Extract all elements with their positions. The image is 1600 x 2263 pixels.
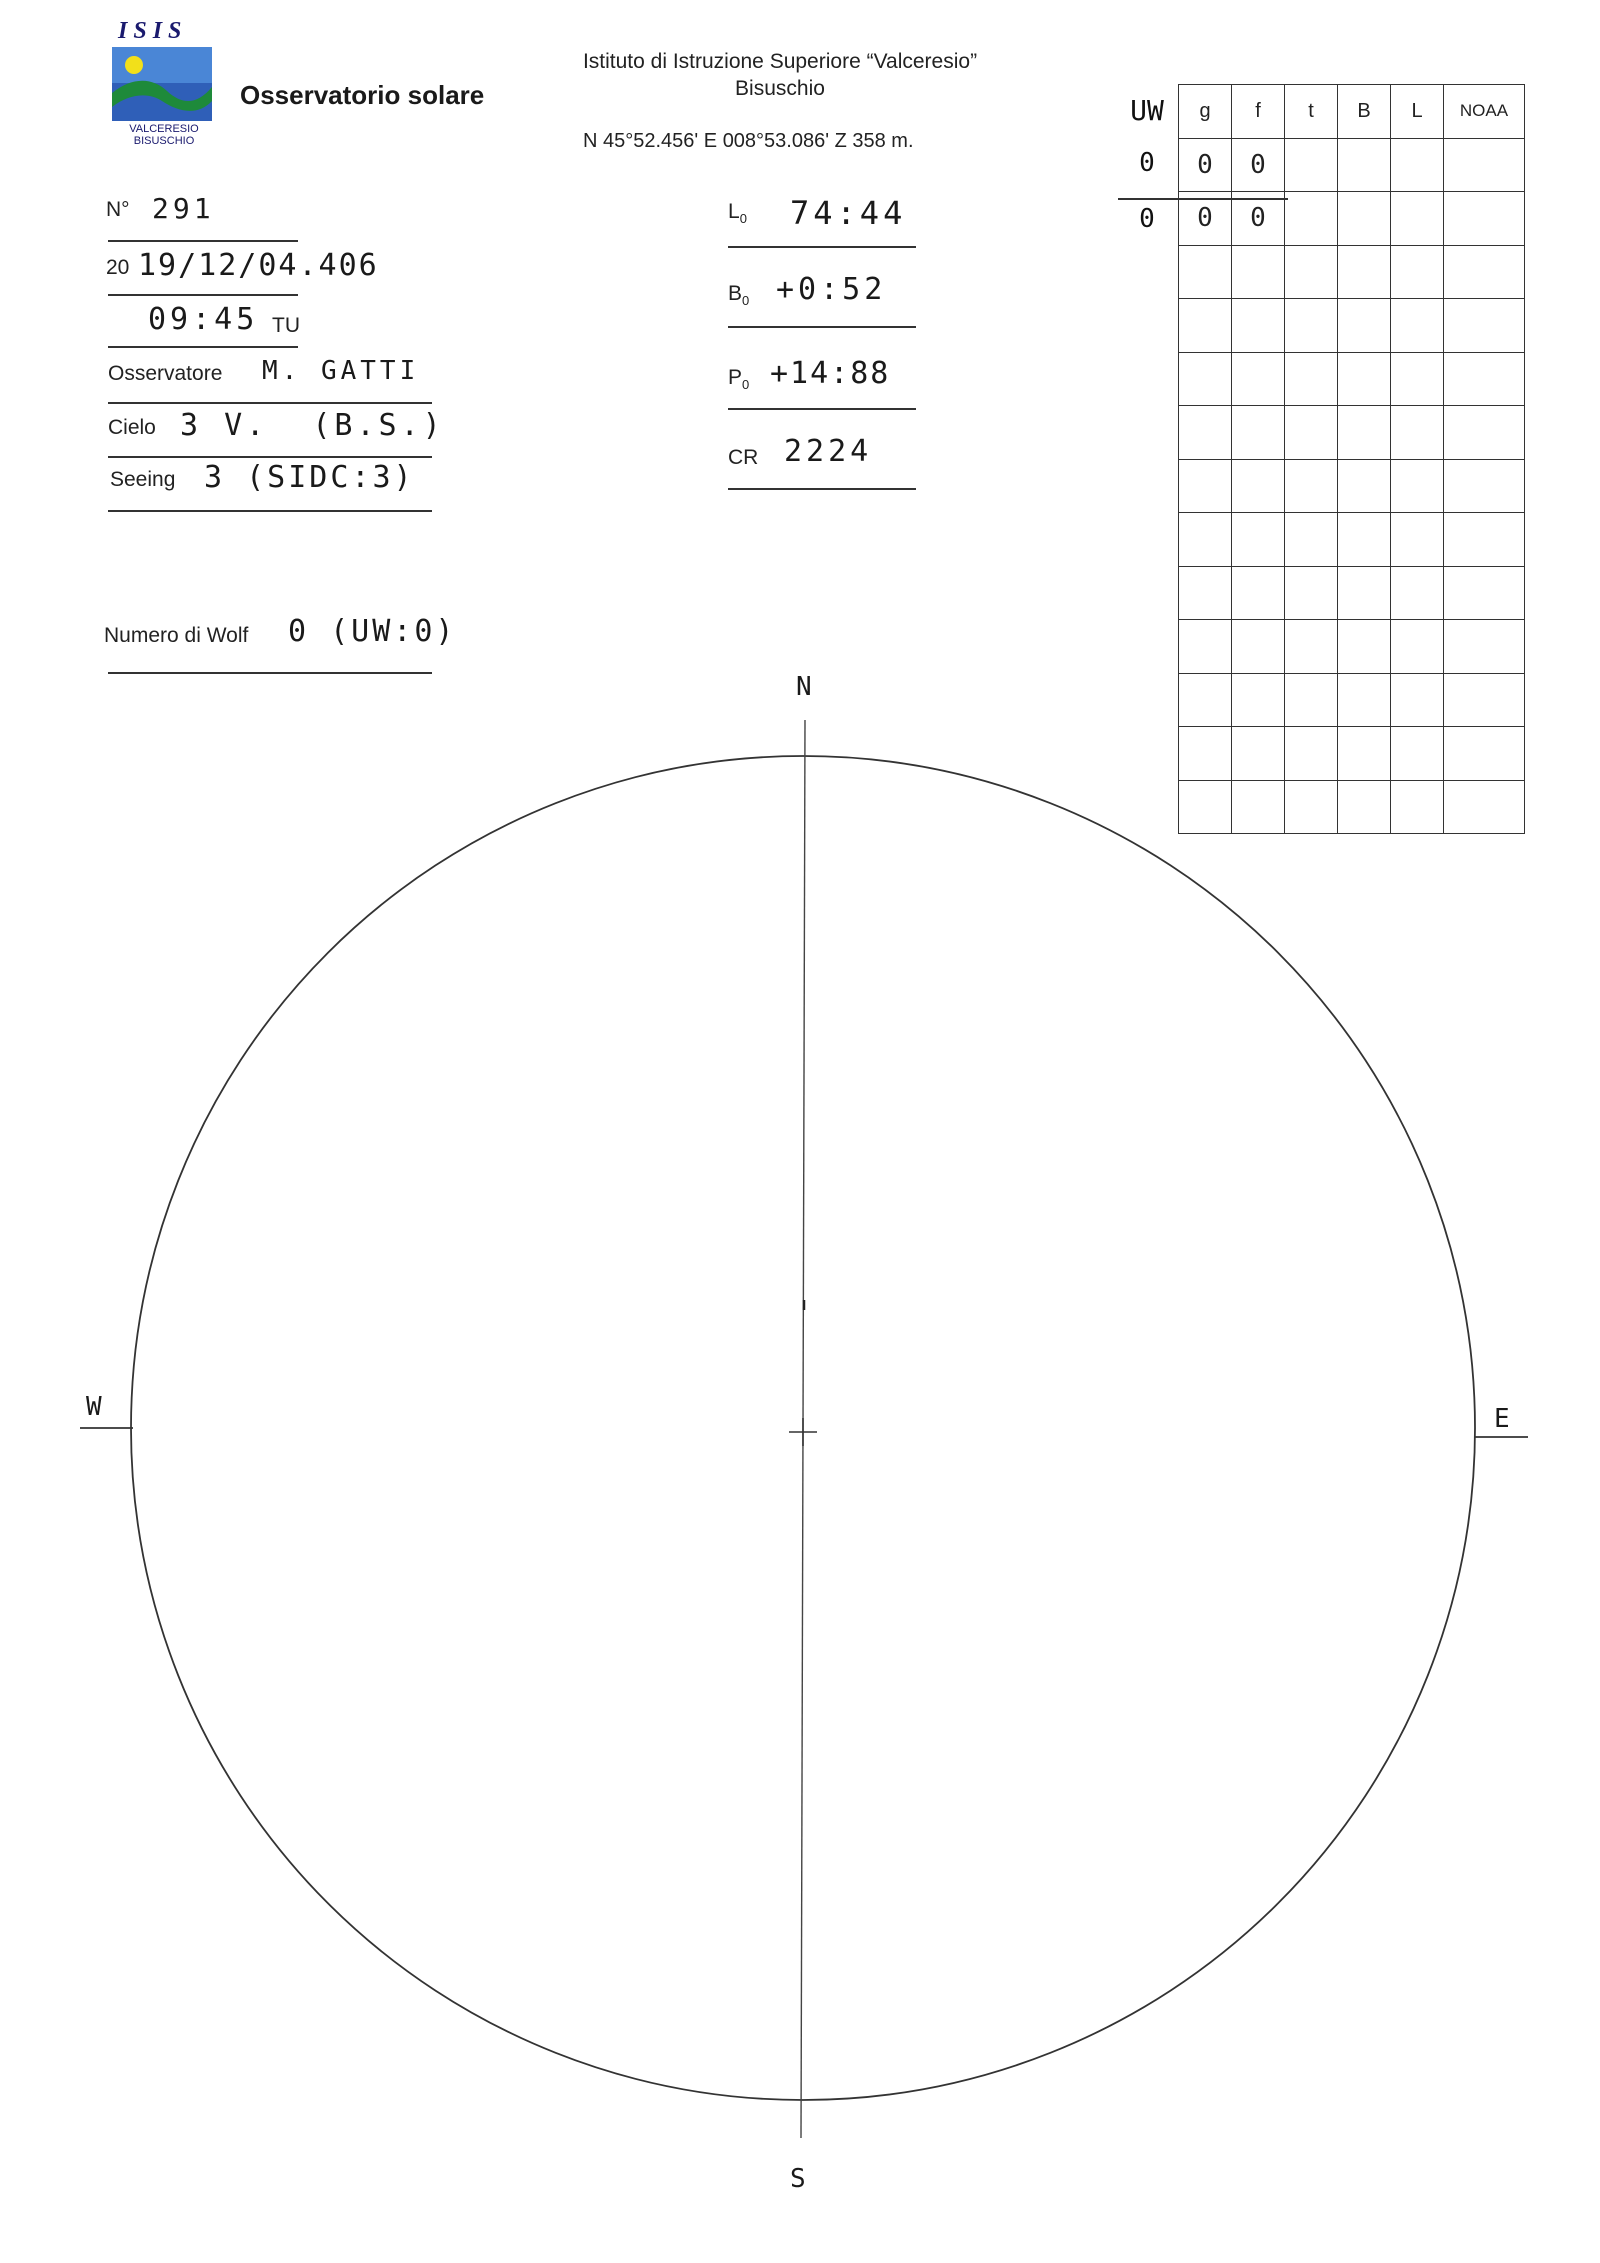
time-unit: TU: [272, 314, 300, 337]
column-header-l: L: [1391, 85, 1444, 139]
column-header-f: f: [1232, 85, 1285, 139]
date-prefix: 20: [106, 256, 130, 279]
logo-wordmark: ISIS: [118, 18, 188, 44]
sky-value: 3 V. (B.S.): [180, 408, 445, 443]
wolf-value: 0 (UW:0): [288, 614, 457, 649]
east-label: E: [1494, 1404, 1514, 1434]
south-label: S: [790, 2164, 810, 2194]
institute-line2: Bisuschio: [735, 77, 825, 100]
observer-label: Osservatore: [108, 362, 223, 385]
table-cell: 0: [1179, 138, 1232, 192]
seeing-label: Seeing: [110, 468, 176, 491]
logo-caption-line1: VALCERESIO: [129, 123, 199, 135]
observer-value: M. GATTI: [262, 356, 420, 386]
date-value: 19/12/04.406: [138, 248, 379, 283]
table-cell: 0: [1179, 192, 1232, 246]
b0-label: $B_0$: [728, 282, 750, 309]
b0-value: +0:52: [776, 272, 887, 307]
number-value: 291: [152, 192, 215, 225]
wolf-label: Numero di Wolf: [104, 624, 249, 647]
uw-value-1: 0: [1139, 148, 1155, 178]
uw-value-2: 0: [1139, 204, 1155, 234]
l0-value: 74:44: [790, 194, 907, 232]
observatory-title: Osservatorio solare: [240, 80, 485, 110]
p0-value: +14:88: [770, 356, 891, 391]
uw-header: UW: [1130, 94, 1164, 127]
cr-value: 2224: [784, 434, 873, 469]
column-header-b: B: [1338, 85, 1391, 139]
p0-label: $P_0$: [728, 366, 750, 393]
logo-caption-line2: BISUSCHIO: [133, 135, 195, 147]
time-value: 09:45: [148, 302, 259, 337]
observatory-coordinates: N 45°52.456' E 008°53.086' Z 358 m.: [583, 130, 914, 152]
seeing-value: 3 (SIDC:3): [204, 460, 415, 495]
institute-line1: Istituto di Istruzione Superiore “Valceresio”: [582, 50, 978, 73]
column-header-t: t: [1285, 85, 1338, 139]
sky-label: Cielo: [108, 416, 156, 439]
west-label: W: [86, 1392, 106, 1422]
table-cell: 0: [1232, 192, 1285, 246]
column-header-noaa: NOAA: [1444, 85, 1525, 139]
number-label: N°: [106, 198, 130, 221]
cr-label: CR: [728, 446, 759, 469]
north-label: N: [796, 672, 816, 702]
l0-label: $L_0$: [728, 200, 747, 227]
table-cell: 0: [1232, 138, 1285, 192]
column-header-g: g: [1179, 85, 1232, 139]
